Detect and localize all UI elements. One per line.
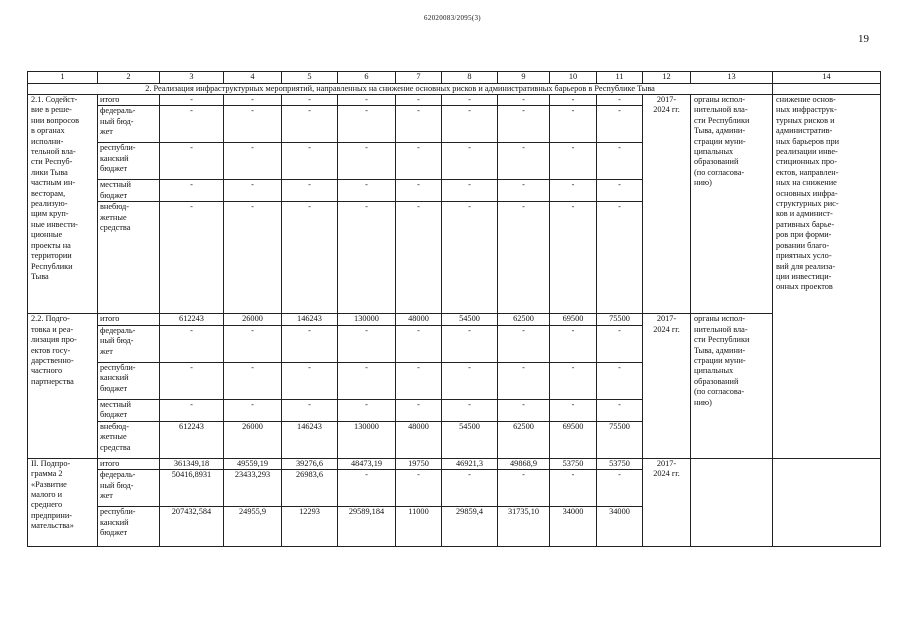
amount-cell: 11000 bbox=[396, 507, 442, 547]
amount-cell: - bbox=[396, 95, 442, 106]
amount-cell: 54500 bbox=[442, 314, 498, 325]
amount-cell: - bbox=[498, 325, 550, 362]
amount-cell: - bbox=[597, 106, 643, 143]
column-header: 8 bbox=[442, 72, 498, 84]
amount-cell: - bbox=[396, 180, 442, 202]
funding-source: федераль- ный бюд- жет bbox=[98, 325, 160, 362]
program-table bbox=[27, 71, 881, 547]
amount-cell: 146243 bbox=[282, 314, 338, 325]
period-cell: 2017- 2024 гг. bbox=[643, 314, 691, 458]
amount-cell: 50416,8931 bbox=[160, 470, 224, 507]
amount-cell: 31735,10 bbox=[498, 507, 550, 547]
amount-cell: - bbox=[160, 180, 224, 202]
activity-name: 2.2. Подго- товка и реа- лизация про- ектов госу- дарственно- частного партнерства bbox=[28, 314, 98, 458]
amount-cell: - bbox=[338, 106, 396, 143]
amount-cell: - bbox=[282, 325, 338, 362]
funding-source: республи- канский бюджет bbox=[98, 143, 160, 180]
amount-cell: - bbox=[338, 95, 396, 106]
amount-cell: - bbox=[550, 106, 597, 143]
amount-cell: - bbox=[442, 202, 498, 314]
executor-cell: органы испол- нительной вла- сти Республики Тыва, админи- страции муни- ципальных образований (по согласова- нию) bbox=[691, 95, 773, 314]
amount-cell: - bbox=[597, 180, 643, 202]
amount-cell: - bbox=[442, 180, 498, 202]
amount-cell: - bbox=[597, 362, 643, 399]
amount-cell: - bbox=[442, 362, 498, 399]
amount-cell: - bbox=[282, 106, 338, 143]
amount-cell: - bbox=[597, 470, 643, 507]
amount-cell: - bbox=[338, 470, 396, 507]
amount-cell: - bbox=[498, 143, 550, 180]
amount-cell: - bbox=[282, 362, 338, 399]
amount-cell: - bbox=[597, 202, 643, 314]
amount-cell: - bbox=[597, 325, 643, 362]
amount-cell: - bbox=[224, 325, 282, 362]
amount-cell: - bbox=[498, 399, 550, 421]
amount-cell: 207432,584 bbox=[160, 507, 224, 547]
amount-cell: - bbox=[442, 143, 498, 180]
funding-source: местный бюджет bbox=[98, 399, 160, 421]
amount-cell: - bbox=[550, 95, 597, 106]
amount-cell: - bbox=[282, 95, 338, 106]
amount-cell: - bbox=[442, 106, 498, 143]
amount-cell: - bbox=[597, 95, 643, 106]
amount-cell: - bbox=[396, 143, 442, 180]
column-header: 13 bbox=[691, 72, 773, 84]
amount-cell: - bbox=[160, 95, 224, 106]
amount-cell: - bbox=[396, 202, 442, 314]
amount-cell: - bbox=[282, 143, 338, 180]
amount-cell: 49559,19 bbox=[224, 458, 282, 469]
amount-cell: 130000 bbox=[338, 421, 396, 458]
funding-source: внебюд- жетные средства bbox=[98, 202, 160, 314]
table-row bbox=[28, 314, 881, 325]
section-title-row bbox=[28, 84, 881, 95]
amount-cell: - bbox=[338, 143, 396, 180]
amount-cell: - bbox=[224, 180, 282, 202]
activity-name: 2.1. Содейст- вие в реше- нии вопросов в органах исполни- тельной вла- сти Респуб- лики Тыва частным ин- весторам, реализую- щим круп- ные инвести- ционные проекты на территории Республики Тыва bbox=[28, 95, 98, 314]
funding-source: федераль- ный бюд- жет bbox=[98, 106, 160, 143]
amount-cell: - bbox=[338, 202, 396, 314]
column-header: 12 bbox=[643, 72, 691, 84]
amount-cell: - bbox=[597, 143, 643, 180]
amount-cell: - bbox=[396, 325, 442, 362]
column-header: 1 bbox=[28, 72, 98, 84]
amount-cell: - bbox=[498, 95, 550, 106]
amount-cell: - bbox=[160, 325, 224, 362]
amount-cell: - bbox=[550, 202, 597, 314]
column-header: 6 bbox=[338, 72, 396, 84]
amount-cell: 62500 bbox=[498, 314, 550, 325]
amount-cell: 29589,184 bbox=[338, 507, 396, 547]
amount-cell: - bbox=[498, 362, 550, 399]
amount-cell: - bbox=[160, 362, 224, 399]
document-id: 62020083/2095(3) bbox=[424, 14, 481, 22]
amount-cell: - bbox=[282, 202, 338, 314]
amount-cell: 46921,3 bbox=[442, 458, 498, 469]
amount-cell: - bbox=[282, 399, 338, 421]
period-cell: 2017- 2024 гг. bbox=[643, 95, 691, 314]
section-title-extra bbox=[773, 84, 881, 95]
amount-cell: 146243 bbox=[282, 421, 338, 458]
amount-cell: - bbox=[442, 95, 498, 106]
amount-cell: 26000 bbox=[224, 314, 282, 325]
amount-cell: 612243 bbox=[160, 314, 224, 325]
amount-cell: - bbox=[396, 362, 442, 399]
amount-cell: 361349,18 bbox=[160, 458, 224, 469]
amount-cell: - bbox=[396, 106, 442, 143]
column-header: 9 bbox=[498, 72, 550, 84]
amount-cell: - bbox=[498, 106, 550, 143]
amount-cell: - bbox=[160, 106, 224, 143]
amount-cell: - bbox=[597, 399, 643, 421]
table-row bbox=[28, 458, 881, 469]
amount-cell: - bbox=[224, 362, 282, 399]
amount-cell: - bbox=[550, 143, 597, 180]
amount-cell: 130000 bbox=[338, 314, 396, 325]
amount-cell: - bbox=[160, 202, 224, 314]
period-cell: 2017- 2024 гг. bbox=[643, 458, 691, 546]
funding-source: федераль- ный бюд- жет bbox=[98, 470, 160, 507]
amount-cell: - bbox=[550, 180, 597, 202]
result-cell: снижение основ- ных инфраструк- турных рисков и административ- ных барьеров при реализации инве- стиционных про- ектов, направлен- ных на снижение основных инфра- структурных рис- ков и админист- ративных барье- ров при форми- ровании благо- приятных усло- вий для реализа- ции инвестици- онных проектов bbox=[773, 95, 881, 459]
amount-cell: 53750 bbox=[550, 458, 597, 469]
column-header-row bbox=[28, 72, 881, 84]
activity-name: II. Подпро- грамма 2 «Развитие малого и среднего предприни- мательства» bbox=[28, 458, 98, 546]
amount-cell: - bbox=[498, 202, 550, 314]
amount-cell: - bbox=[160, 399, 224, 421]
funding-source: местный бюджет bbox=[98, 180, 160, 202]
amount-cell: 49868,9 bbox=[498, 458, 550, 469]
amount-cell: - bbox=[550, 399, 597, 421]
amount-cell: - bbox=[338, 362, 396, 399]
column-header: 3 bbox=[160, 72, 224, 84]
amount-cell: - bbox=[338, 180, 396, 202]
amount-cell: 24955,9 bbox=[224, 507, 282, 547]
amount-cell: 34000 bbox=[550, 507, 597, 547]
amount-cell: 48000 bbox=[396, 314, 442, 325]
result-cell-empty bbox=[773, 458, 881, 546]
amount-cell: 19750 bbox=[396, 458, 442, 469]
amount-cell: - bbox=[498, 180, 550, 202]
amount-cell: - bbox=[224, 143, 282, 180]
section-title: 2. Реализация инфраструктурных мероприятий, направленных на снижение основных рисков и административных барьеров в Республике Тыва bbox=[28, 84, 773, 95]
amount-cell: 26983,6 bbox=[282, 470, 338, 507]
amount-cell: - bbox=[396, 399, 442, 421]
amount-cell: 29859,4 bbox=[442, 507, 498, 547]
funding-source: итого bbox=[98, 458, 160, 469]
amount-cell: - bbox=[224, 399, 282, 421]
amount-cell: - bbox=[338, 399, 396, 421]
amount-cell: 23433,293 bbox=[224, 470, 282, 507]
funding-source: республи- канский бюджет bbox=[98, 507, 160, 547]
executor-cell: органы испол- нительной вла- сти Республики Тыва, админи- страции муни- ципальных образований (по согласова- нию) bbox=[691, 314, 773, 458]
amount-cell: - bbox=[224, 95, 282, 106]
amount-cell: - bbox=[338, 325, 396, 362]
amount-cell: - bbox=[550, 470, 597, 507]
amount-cell: 75500 bbox=[597, 421, 643, 458]
column-header: 5 bbox=[282, 72, 338, 84]
amount-cell: 69500 bbox=[550, 421, 597, 458]
amount-cell: - bbox=[224, 106, 282, 143]
amount-cell: - bbox=[498, 470, 550, 507]
amount-cell: 75500 bbox=[597, 314, 643, 325]
amount-cell: 12293 bbox=[282, 507, 338, 547]
column-header: 10 bbox=[550, 72, 597, 84]
amount-cell: 69500 bbox=[550, 314, 597, 325]
amount-cell: - bbox=[224, 202, 282, 314]
table-row bbox=[28, 95, 881, 106]
column-header: 2 bbox=[98, 72, 160, 84]
amount-cell: 48473,19 bbox=[338, 458, 396, 469]
amount-cell: 34000 bbox=[597, 507, 643, 547]
amount-cell: 26000 bbox=[224, 421, 282, 458]
funding-source: итого bbox=[98, 95, 160, 106]
amount-cell: 612243 bbox=[160, 421, 224, 458]
column-header: 4 bbox=[224, 72, 282, 84]
amount-cell: - bbox=[550, 362, 597, 399]
page-number: 19 bbox=[858, 33, 869, 45]
column-header: 14 bbox=[773, 72, 881, 84]
column-header: 7 bbox=[396, 72, 442, 84]
amount-cell: - bbox=[442, 399, 498, 421]
funding-source: внебюд- жетные средства bbox=[98, 421, 160, 458]
amount-cell: - bbox=[282, 180, 338, 202]
column-header: 11 bbox=[597, 72, 643, 84]
amount-cell: 53750 bbox=[597, 458, 643, 469]
amount-cell: 62500 bbox=[498, 421, 550, 458]
amount-cell: 39276,6 bbox=[282, 458, 338, 469]
amount-cell: 54500 bbox=[442, 421, 498, 458]
amount-cell: - bbox=[442, 470, 498, 507]
amount-cell: 48000 bbox=[396, 421, 442, 458]
funding-source: итого bbox=[98, 314, 160, 325]
funding-source: республи- канский бюджет bbox=[98, 362, 160, 399]
amount-cell: - bbox=[550, 325, 597, 362]
amount-cell: - bbox=[160, 143, 224, 180]
amount-cell: - bbox=[442, 325, 498, 362]
amount-cell: - bbox=[396, 470, 442, 507]
executor-cell bbox=[691, 458, 773, 546]
